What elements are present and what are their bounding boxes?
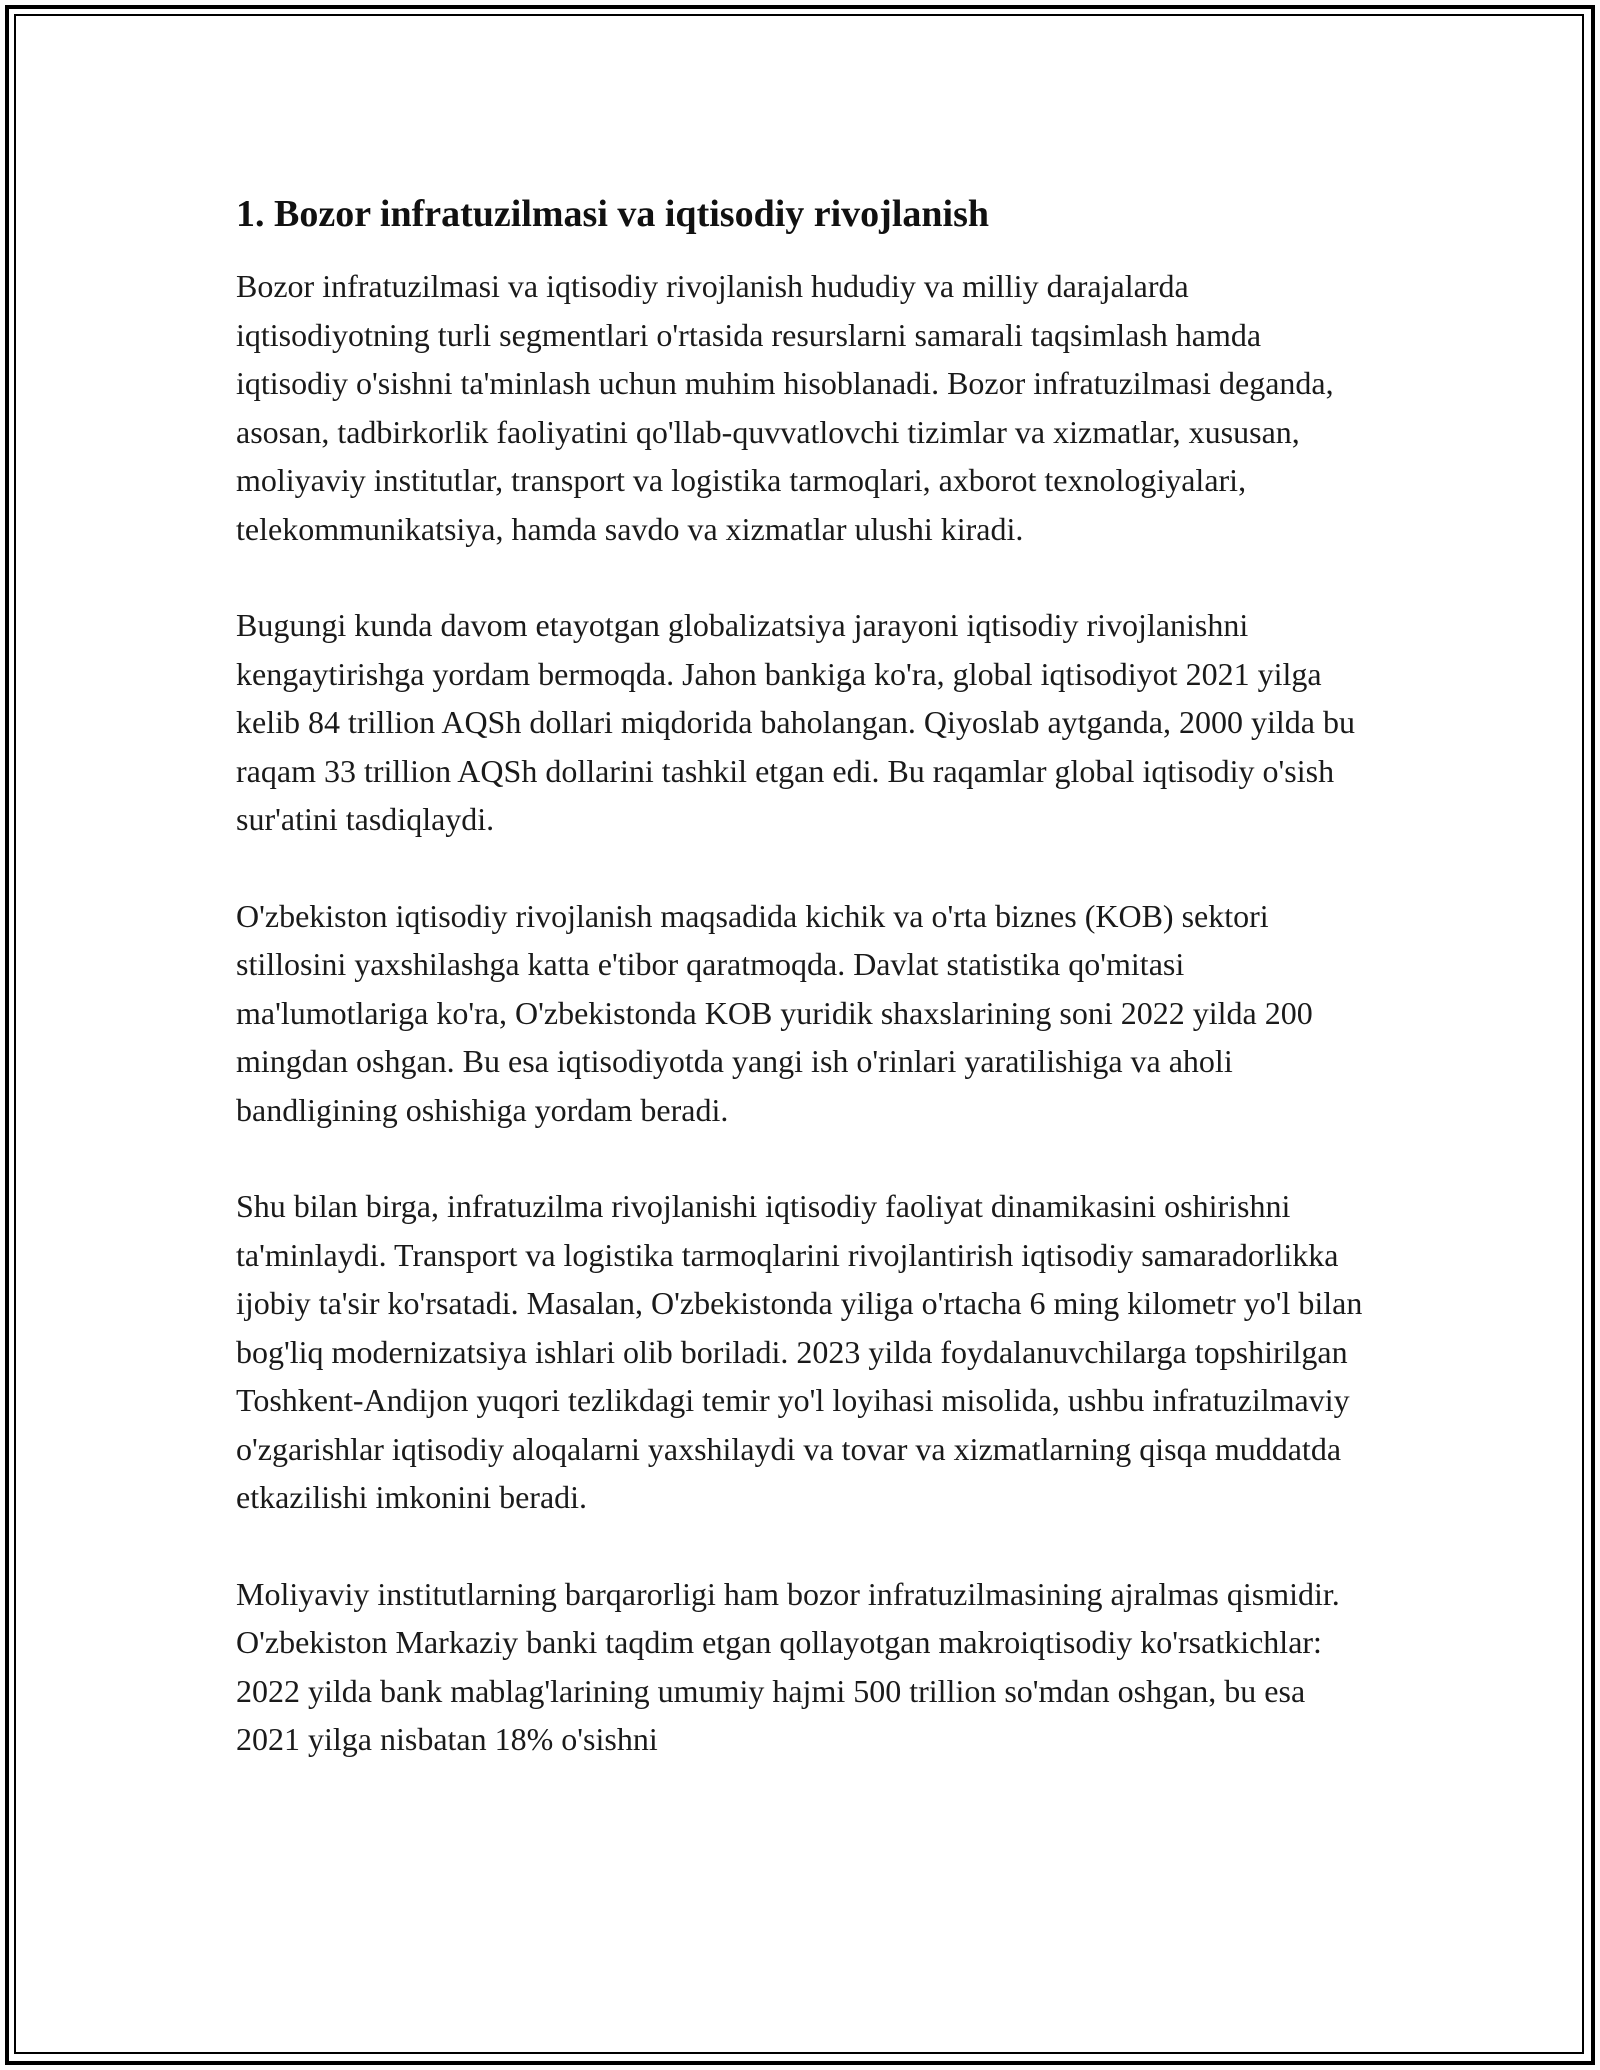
paragraph-2: Bugungi kunda davom etayotgan globalizatsiya jarayoni iqtisodiy rivojlanishni kengaytirishga yordam bermoqda. Jahon bankiga ko'ra, global iqtisodiyot 2021 yilga kelib 84 trillion AQSh dollari miqdorida baholangan. Qiyoslab aytganda, 2000 yilda bu raqam 33 trillion AQSh dollarini tashkil etgan edi. Bu raqamlar global iqtisodiy o'sish sur'atini tasdiqlaydi.	[236, 607, 1355, 837]
paragraph-5: Moliyaviy institutlarning barqarorligi ham bozor infratuzilmasining ajralmas qismidir. O'zbekiston Markaziy banki taqdim etgan qollayotgan makroiqtisodiy ko'rsatkichlar: 2022 yilda bank mablag'larining umumiy hajmi 500 trillion so'mdan oshgan, bu esa 2021 yilga nisbatan 18% o'sishni	[236, 1575, 1340, 1757]
paragraph-3: O'zbekiston iqtisodiy rivojlanish maqsadida kichik va o'rta biznes (KOB) sektori stillosini yaxshilashga katta e'tibor qaratmoqda. Davlat statistika qo'mitasi ma'lumotlariga ko'ra, O'zbekistonda KOB yuridik shaxslarining soni 2022 yilda 200 mingdan oshgan. Bu esa iqtisodiyotda yangi ish o'rinlari yaratilishiga va aholi bandligining oshishiga yordam beradi.	[236, 897, 1313, 1128]
section-heading: 1. Bozor infratuzilmasi va iqtisodiy rivojlanish	[236, 193, 990, 235]
document-body	[236, 186, 1376, 1812]
paragraph-4: Shu bilan birga, infratuzilma rivojlanishi iqtisodiy faoliyat dinamikasini oshirishni ta'minlaydi. Transport va logistika tarmoqlarini rivojlantirish iqtisodiy samaradorlikka ijobiy ta'sir ko'rsatadi. Masalan, O'zbekistonda yiliga o'rtacha 6 ming kilometr yo'l bilan bog'liq modernizatsiya ishlari olib boriladi. 2023 yilda foydalanuvchilarga topshirilgan Toshkent-Andijon yuqori tezlikdagi temir yo'l loyihasi misolida, ushbu infratuzilmaviy o'zgarishlar iqtisodiy aloqalarni yaxshilaydi va tovar va xizmatlarning qisqa muddatda etkazilishi imkonini beradi.	[236, 1188, 1363, 1515]
paragraph-1: Bozor infratuzilmasi va iqtisodiy rivojlanish hududiy va milliy darajalarda iqtisodiyotning turli segmentlari o'rtasida resurslarni samarali taqsimlash hamda iqtisodiy o'sishni ta'minlash uchun muhim hisoblanadi. Bozor infratuzilmasi deganda, asosan, tadbirkorlik faoliyatini qo'llab-quvvatlovchi tizimlar va xizmatlar, xususan, moliyaviy institutlar, transport va logistika tarmoqlari, axborot texnologiyalari, telekommunikatsiya, hamda savdo va xizmatlar ulushi kiradi.	[236, 268, 1334, 547]
